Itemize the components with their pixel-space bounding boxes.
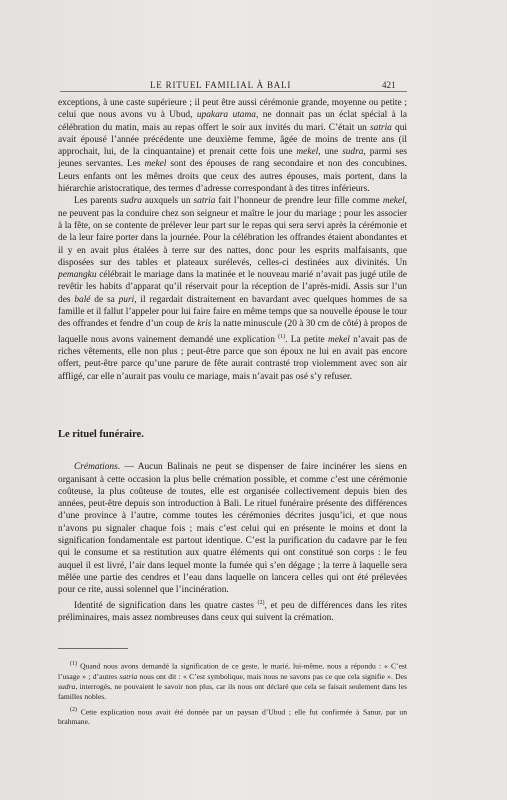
italic-term: mekel — [296, 147, 319, 158]
footnote-ref: (1) — [278, 333, 286, 340]
paragraph: Crémations. — Aucun Balinais ne peut se dispenser de faire incinérer les siens en organisant à cette occasion la plus belle crémation possible, et comme c’est une cérémonie coûteuse, la plus coûteuse de toutes, elle est organisée collectivement depuis bien des années, peut-être depuis son introduction à Bali. Le rituel funéraire présente des différences d’une province à l’autre, comme toutes les cérémonies décrites jusqu’ici, et que nous n’avons pu signaler chaque fois ; mais c’est celui qui en présente le moins et dont la signification fondamentale est partout identique. C’est la purification du cadavre par le feu qui le consume et sa restitution aux quatre éléments qui ont constitué son corps : le feu auquel il est livré, l’air dans lequel monte la fumée qui s’en dégage ; la terre à laquelle sera mêlée une partie des cendres et l’eau dans laquelle on lancera celles qui ont été prélevées pour ce rite, aussi solennel que l’incinération. — [58, 462, 407, 596]
italic-term: sudra — [120, 196, 142, 207]
footnote-ref: (2) — [70, 706, 77, 713]
text-block-funeral — [58, 461, 407, 624]
italic-term: satria — [369, 122, 392, 133]
italic-term: sudra — [58, 682, 76, 692]
italic-term: sudra — [342, 147, 364, 158]
italic-term: puri — [118, 294, 135, 305]
italic-term: Crémations — [74, 462, 118, 473]
running-title: LE RITUEL FAMILIAL À BALI — [150, 80, 292, 90]
italic-term: satria — [193, 196, 216, 207]
page-number: 421 — [382, 80, 396, 90]
italic-term: upakara utama — [196, 110, 256, 121]
section-title: Le rituel funéraire. — [58, 428, 144, 440]
paragraph: Les parents sudra auxquels un satria fait l’honneur de prendre leur fille comme mekel, ne peuvent pas la conduire chez son seigneur et maître le jour du mariage ; pour les associer à la fête, on se contente de prélever leur part sur le repas qui sera servi après la cérémonie et de la leur faire porter dans la journée. Pour la célébration les offrandes étaient abondantes et il y en avait plus étalées à terre sur des nattes, donc pour les esprits malfaisants, que disposées sur des tables et plateaux surélevés, celles-ci destinées aux divinités. Un pemangku célébrait le mariage dans la matinée et le nouveau marié n’avait pas jugé utile de revêtir les habits d’apparat qu’il réservait pour la réception de l’après-midi. Assis sur l’un des balé de sa puri, il regardait distraitement en bavardant avec quelques hommes de sa famille et il fallut l’appeler pour lui faire faire en même temps que sa nouvelle épouse le tour des offrandes et fendre d’un coup de kris la natte minuscule (20 à 30 cm de côté) à propos de laquelle nous avons vainement demandé une explication $^{(1)}$. La petite mekel n’avait pas de riches vêtements, elle non plus ; peut-être parce que son époux ne lui en avait pas encore offert, peut-être parce qu’une parure de fête aurait contrasté trop violemment avec son air affligé, car elle n’aurait pas voulu ce mariage, mais n’avait pas osé s’y refuser. — [58, 196, 408, 382]
paragraph: exceptions, à une caste supérieure ; il peut être aussi cérémonie grande, moyenne ou petite ; celui que nous avons vu à Ubud, upakara utama, ne donnait pas un éclat spécial à la célébration du matin, mais au repas offert le soir aux invités du mari. C’était un satria qui avait épousé l’année précédente une deuxième femme, âgée de moins de trente ans (il approchait, lui, de la cinquantaine) et prenait cette fois une mekel, une sudra, parmi ses jeunes servantes. Les mekel sont des épouses de rang secondaire et non des concubines. Leurs enfants ont les mêmes droits que ceux des autres épouses, mais portent, dans la hiérarchie aristocratique, des termes d’adresse correspondant à des titres inférieurs. — [58, 98, 407, 195]
footnote-ref: (1) — [70, 661, 77, 668]
italic-term: balé — [74, 294, 91, 305]
text-block-marriage — [58, 97, 407, 383]
italic-term: mekel — [382, 196, 405, 207]
italic-term: satria — [119, 671, 138, 681]
header-rule — [60, 91, 407, 92]
italic-term: pemangku — [58, 270, 97, 281]
footnote-rule — [58, 648, 128, 649]
running-header — [150, 80, 408, 90]
footnote-ref: (2) — [257, 599, 265, 606]
footnotes — [58, 659, 407, 727]
italic-term: mekel — [327, 334, 350, 345]
italic-term: mekel — [144, 159, 167, 170]
italic-term: kris — [197, 319, 212, 330]
footnote: $^{(1)}$ Quand nous avons demandé la signification de ce geste, le marié, lui-même, nous a répondu : « C’est l’usage » ; d’autres satria nous ont dit : « C’est symbolique, mais nous ne savons pas ce que cela signifie ». Des sudra, interrogés, ne pouvaient le savoir non plus, car ils nous ont déclaré que cela se faisait seulement dans les familles nobles. — [58, 661, 407, 702]
footnote: $^{(2)}$ Cette explication nous avait été donnée par un paysan d’Ubud ; elle fut confirmée à Sanur, par un brahmane. — [58, 706, 407, 727]
page-body — [58, 97, 407, 730]
paragraph: Identité de signification dans les quatre castes $^{(2)}$, et peu de différences dans les rites préliminaires, mais assez nombreuses dans ceux qui suivent la crémation. — [58, 599, 407, 623]
